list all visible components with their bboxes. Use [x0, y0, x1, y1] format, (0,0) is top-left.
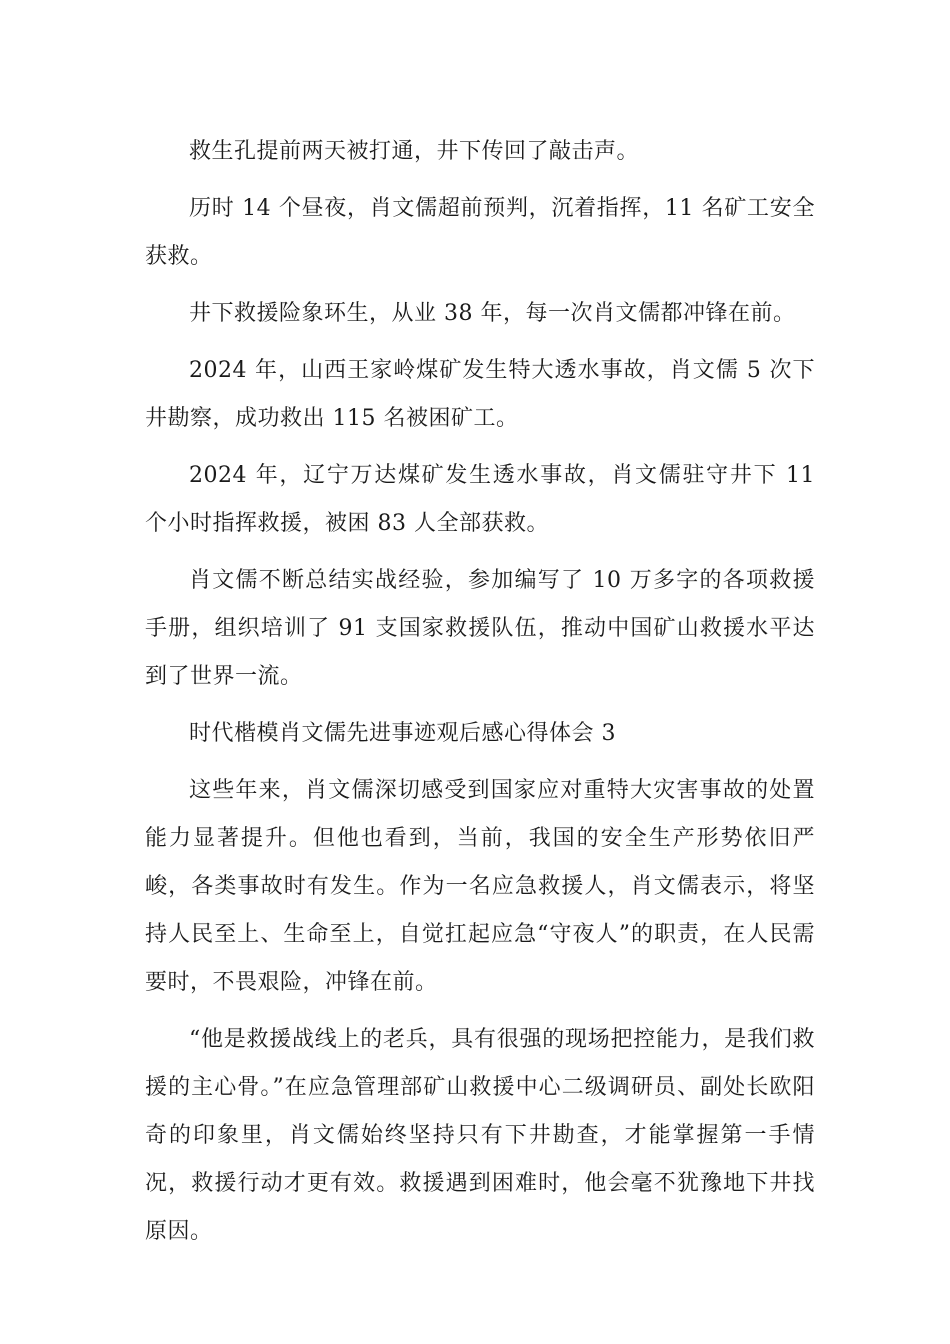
paragraph-national-capability: 这些年来，肖文儒深切感受到国家应对重特大灾害事故的处置能力显著提升。但他也看到，当前，我国的安全生产形势依旧严峻，各类事故时有发生。作为一名应急救援人，肖文儒表示，将坚持人民至上、生命至上，自觉扛起应急“守夜人”的职责，在人民需要时，不畏艰险，冲锋在前。 [145, 778, 815, 995]
paragraph-rescue-hole: 救生孔提前两天被打通，井下传回了敲击声。 [189, 139, 640, 164]
paragraph-colleague-quote: “他是救援战线上的老兵，具有很强的现场把控能力，是我们救援的主心骨。”在应急管理部矿山救援中心二级调研员、副处长欧阳奇的印象里，肖文儒始终坚持只有下井勘查，才能掌握第一手情况，救援行动才更有效。救援遇到困难时，他会毫不犹豫地下井找原因。 [145, 1027, 815, 1244]
paragraph-shanxi-accident: 2024 年，山西王家岭煤矿发生特大透水事故，肖文儒 5 次下井勘察，成功救出 115 名被困矿工。 [145, 358, 815, 431]
paragraph-fourteen-days: 历时 14 个昼夜，肖文儒超前预判，沉着指挥，11 名矿工安全获救。 [145, 196, 815, 269]
paragraph-career: 井下救援险象环生，从业 38 年，每一次肖文儒都冲锋在前。 [189, 301, 796, 326]
section-heading: 时代楷模肖文儒先进事迹观后感心得体会 3 [189, 721, 616, 746]
paragraph-liaoning-accident: 2024 年，辽宁万达煤矿发生透水事故，肖文儒驻守井下 11 个小时指挥救援，被困 83 人全部获救。 [145, 463, 815, 536]
document-body [145, 128, 815, 1265]
paragraph-manuals-training: 肖文儒不断总结实战经验，参加编写了 10 万多字的各项救援手册，组织培训了 91 支国家救援队伍，推动中国矿山救援水平达到了世界一流。 [145, 568, 815, 689]
